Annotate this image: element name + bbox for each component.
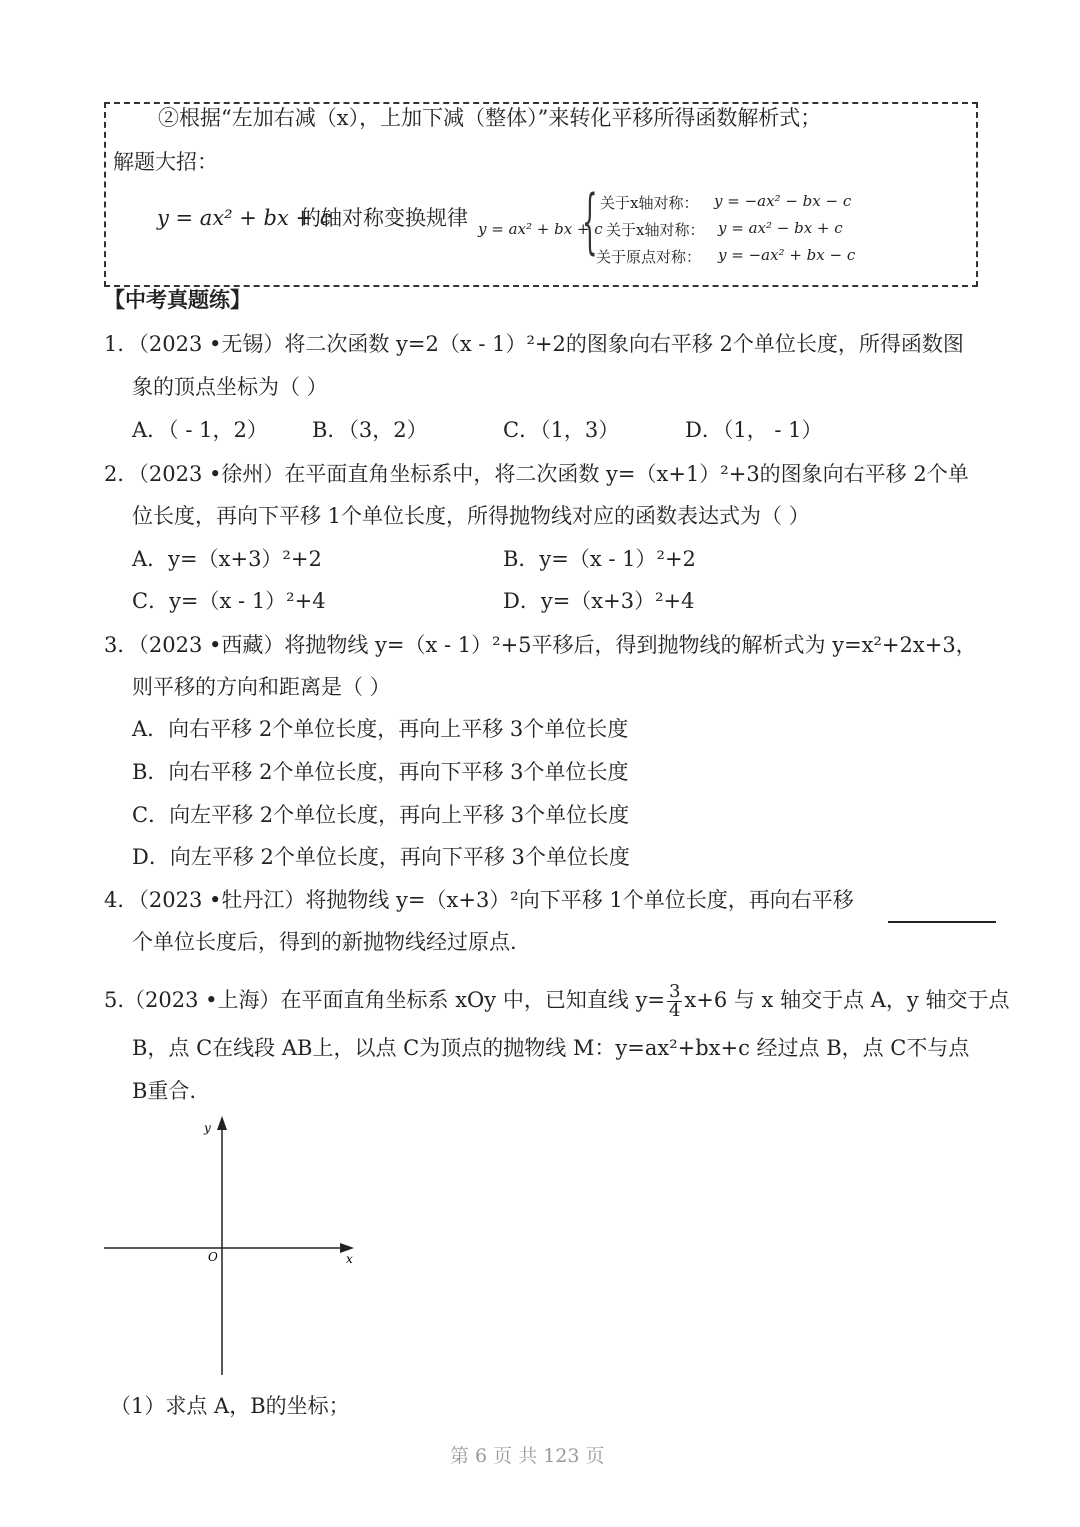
q3-option-c: C．向左平移 2个单位长度，再向上平移 3个单位长度 [132, 803, 630, 827]
q5-line-1-post: x+6 与 x 轴交于点 A，y 轴交于点 [684, 988, 1010, 1012]
q1-line-1: 1．（2023 •无锡）将二次函数 y=2（x - 1）²+2的图象向右平移 2个单位长度，所得函数图 [104, 332, 964, 356]
q4-line-2: 个单位长度后，得到的新抛物线经过原点. [132, 930, 517, 954]
section-title: 【中考真题练】 [104, 288, 251, 312]
page-footer: 第 6 页 共 123 页 [450, 1445, 605, 1467]
rule-expression: y = ax² + bx + c [157, 206, 332, 230]
q1-option-b: B．（3，2） [312, 418, 428, 442]
q5-sub-1: （1）求点 A，B的坐标； [110, 1394, 350, 1418]
q5-line-3: B重合. [132, 1079, 197, 1103]
q1-option-d: D．（1， - 1） [685, 418, 823, 442]
q5-line-2: B，点 C在线段 AB上，以点 C为顶点的抛物线 M：y=ax²+bx+c 经过点 B，点 C不与点 [132, 1036, 970, 1060]
q3-line-2: 则平移的方向和距离是（ ） [132, 675, 391, 699]
y-axis-arrow-icon [217, 1116, 227, 1130]
left-brace-icon: { [582, 180, 598, 262]
q2-line-1: 2．（2023 •徐州）在平面直角坐标系中，将二次函数 y=（x+1）²+3的图象向右平移 2个单 [104, 462, 969, 486]
q2-option-b: B．y=（x - 1）²+2 [503, 547, 696, 571]
tips-label: 解题大招： [113, 150, 218, 174]
case-2-expr: y = ax² − bx + c [718, 219, 843, 237]
q2-option-c: C．y=（x - 1）²+4 [132, 589, 326, 613]
q5-fraction [667, 983, 682, 1020]
rule-subscript: y = ax² + bx + c [478, 220, 603, 238]
case-2-label: 关于x轴对称： [606, 221, 705, 239]
case-3-label: 关于原点对称： [596, 248, 702, 266]
q2-option-a: A．y=（x+3）²+2 [132, 547, 322, 571]
case-1-expr: y = −ax² − bx − c [714, 192, 852, 210]
q4-answer-blank [888, 921, 996, 923]
q5-fraction-numerator: 3 [668, 981, 681, 1002]
q4-line-1: 4．（2023 •牡丹江）将抛物线 y=（x+3）²向下平移 1个单位长度，再向右平移 [104, 888, 854, 912]
x-axis-label: x [346, 1252, 353, 1266]
q3-line-1: 3．（2023 •西藏）将抛物线 y=（x - 1）²+5平移后，得到抛物线的解析式为 y=x²+2x+3， [104, 633, 977, 657]
box-line-1: ②根据“左加右减（x），上加下减（整体）”来转化平移所得函数解析式； [158, 106, 822, 130]
q1-option-c: C．（1，3） [503, 418, 620, 442]
q5-line-1 [104, 983, 1009, 1020]
q5-line-1-pre: 5.（2023 •上海）在平面直角坐标系 xOy 中，已知直线 y= [104, 988, 665, 1012]
case-1-label: 关于x轴对称： [600, 194, 699, 212]
coordinate-axes [100, 1110, 370, 1385]
case-3-expr: y = −ax² + bx − c [718, 246, 856, 264]
q3-option-b: B．向右平移 2个单位长度，再向下平移 3个单位长度 [132, 760, 629, 784]
rule-text: 的轴对称变换规律 [300, 206, 468, 230]
q2-line-2: 位长度，再向下平移 1个单位长度，所得抛物线对应的函数表达式为（ ） [132, 504, 810, 528]
q3-option-a: A．向右平移 2个单位长度，再向上平移 3个单位长度 [132, 717, 629, 741]
q2-option-d: D．y=（x+3）²+4 [503, 589, 695, 613]
q5-fraction-denominator: 4 [668, 1000, 681, 1021]
origin-label: O [208, 1250, 218, 1264]
q3-option-d: D．向左平移 2个单位长度，再向下平移 3个单位长度 [132, 845, 630, 869]
q1-line-2: 象的顶点坐标为（ ） [132, 375, 328, 399]
q1-option-a: A．（ - 1，2） [132, 418, 268, 442]
y-axis-label: y [204, 1121, 211, 1135]
